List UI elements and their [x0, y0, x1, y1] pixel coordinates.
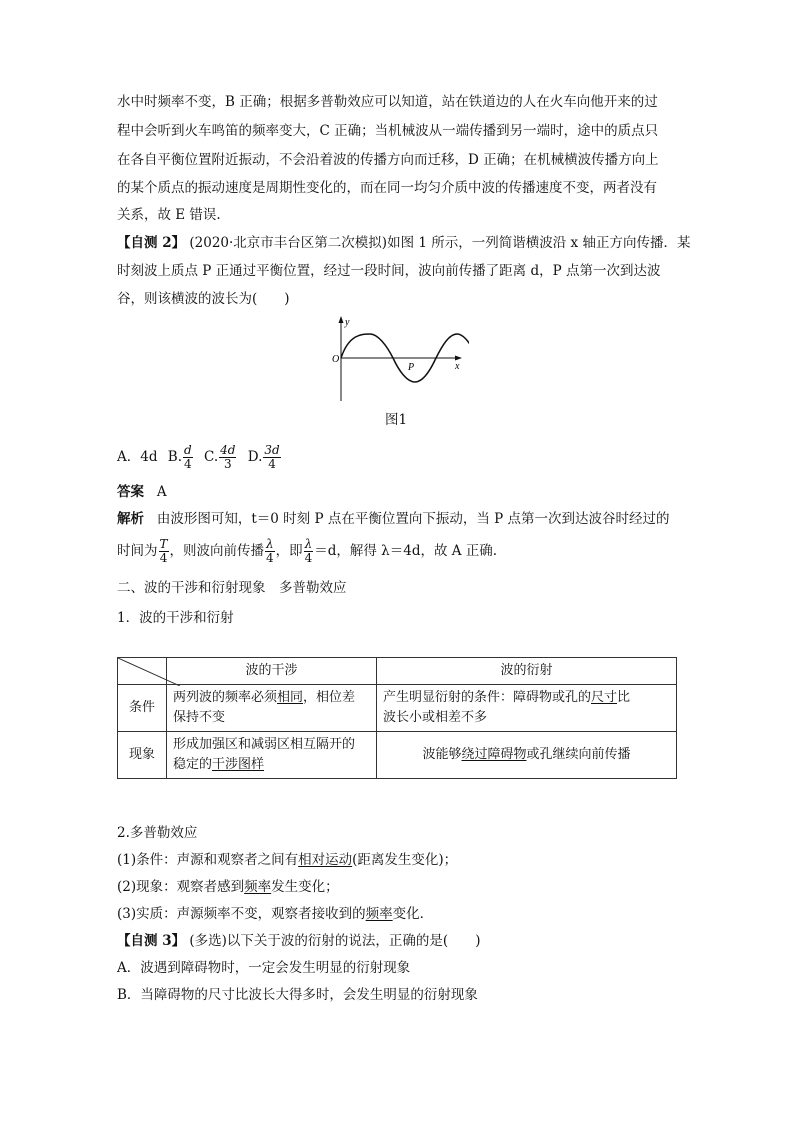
fraction-lambda-over-4: $\frac{\lambda}{4}$: [266, 537, 274, 565]
y-axis-label: y: [345, 317, 350, 328]
wave-figure: [329, 316, 469, 406]
text-line: 时刻波上质点 P 正通过平衡位置，经过一段时间，波向前传播了距离 d，P 点第一次到达波: [117, 263, 661, 279]
section-title: 二、波的干涉和衍射现象 多普勒效应: [117, 580, 347, 596]
option-a: A．4d: [117, 449, 158, 465]
doppler-phenomenon: (2)现象：观察者感到频率发生变化；: [117, 879, 339, 895]
subsection-title: 1．波的干涉和衍射: [117, 610, 234, 626]
analysis-text: 时间为: [117, 543, 158, 559]
row-header: 条件: [118, 685, 167, 732]
diagonal-line: [118, 658, 180, 686]
option-d-label: D.: [247, 449, 263, 465]
analysis-text: 由波形图可知，t＝0 时刻 P 点在平衡位置向下振动，当 P 点第一次到达波谷时经过的: [156, 511, 670, 527]
text-line: 程中会听到火车鸣笛的频率变大，C 正确；当机械波从一端传播到另一端时，途中的质点只: [117, 123, 659, 139]
table-corner-cell: [118, 658, 167, 685]
column-header: 波的衍射: [377, 658, 677, 685]
option-c-fraction: $\frac{4d}{3}$: [220, 443, 236, 471]
option-a: A．波遇到障碍物时，一定会发生明显的衍射现象: [117, 960, 411, 976]
subsection-title: 2.多普勒效应: [117, 825, 198, 841]
options-line: [117, 442, 282, 472]
analysis-label: 解析: [117, 511, 144, 527]
question-3-line: [117, 931, 480, 951]
column-header: 波的干涉: [167, 658, 377, 685]
text-line: 关系，故 E 错误.: [117, 207, 221, 223]
origin-label: O: [332, 354, 340, 365]
analysis-line: [117, 509, 670, 529]
question-text: (多选)以下关于波的衍射的说法，正确的是( ): [189, 933, 481, 949]
answer-line: [117, 482, 167, 502]
option-b-fraction: $\frac{d}{4}$: [184, 443, 192, 471]
figure-caption: 图1: [385, 412, 408, 428]
question-tag: 【自测 3】: [117, 933, 186, 949]
answer-label: 答案: [117, 484, 144, 500]
question-text: (2020·北京市丰台区第二次模拟)如图 1 所示，一列简谐横波沿 x 轴正方向传播．某: [189, 235, 691, 251]
fraction-lambda-over-4: $\frac{\lambda}{4}$: [304, 537, 313, 565]
doppler-condition: (1)条件：声源和观察者之间有相对运动(距离发生变化)；: [117, 852, 458, 868]
interference-diffraction-table: [117, 657, 677, 779]
option-d-fraction: $\frac{3d}{4}$: [264, 443, 280, 471]
text-line: 在各自平衡位置附近振动，不会沿着波的传播方向而迁移，D 正确；在机械横波传播方向上: [117, 152, 659, 168]
analysis-text: ＝d，解得 λ＝4d，故 A 正确.: [314, 543, 498, 559]
point-p-label: P: [408, 362, 415, 373]
text-line: 谷，则该横波的波长为( ): [117, 291, 290, 307]
row-header: 现象: [118, 732, 167, 779]
question-tag: 【自测 2】: [117, 235, 186, 251]
option-b-label: B.: [167, 449, 182, 465]
table-cell: 波能够绕过障碍物或孔继续向前传播: [377, 732, 677, 779]
doppler-essence: (3)实质：声源频率不变，观察者接收到的频率变化．: [117, 906, 434, 922]
analysis-text: ，即: [275, 543, 303, 559]
table-cell: 产生明显衍射的条件：障碍物或孔的尺寸比 波长小或相差不多: [377, 685, 677, 732]
table-cell: 形成加强区和减弱区相互隔开的 稳定的干涉图样: [167, 732, 377, 779]
option-c-label: C.: [203, 449, 219, 465]
fraction-t-over-4: $\frac{T}{4}$: [159, 537, 168, 565]
table-cell: 两列波的频率必须相同，相位差 保持不变: [167, 685, 377, 732]
text-line: 的某个质点的振动速度是周期性变化的，而在同一均匀介质中波的传播速度不变，两者没有: [117, 180, 657, 196]
analysis-text: ，则波向前传播: [169, 543, 265, 559]
option-b: B．当障碍物的尺寸比波长大得多时，会发生明显的衍射现象: [117, 987, 478, 1003]
answer-value: A: [156, 484, 167, 500]
question-2-line: [117, 233, 690, 253]
x-axis-label: x: [455, 361, 460, 372]
text-line: 水中时频率不变，B 正确；根据多普勒效应可以知道，站在铁道边的人在火车向他开来的过: [117, 94, 658, 110]
analysis-line-2: [117, 536, 497, 566]
